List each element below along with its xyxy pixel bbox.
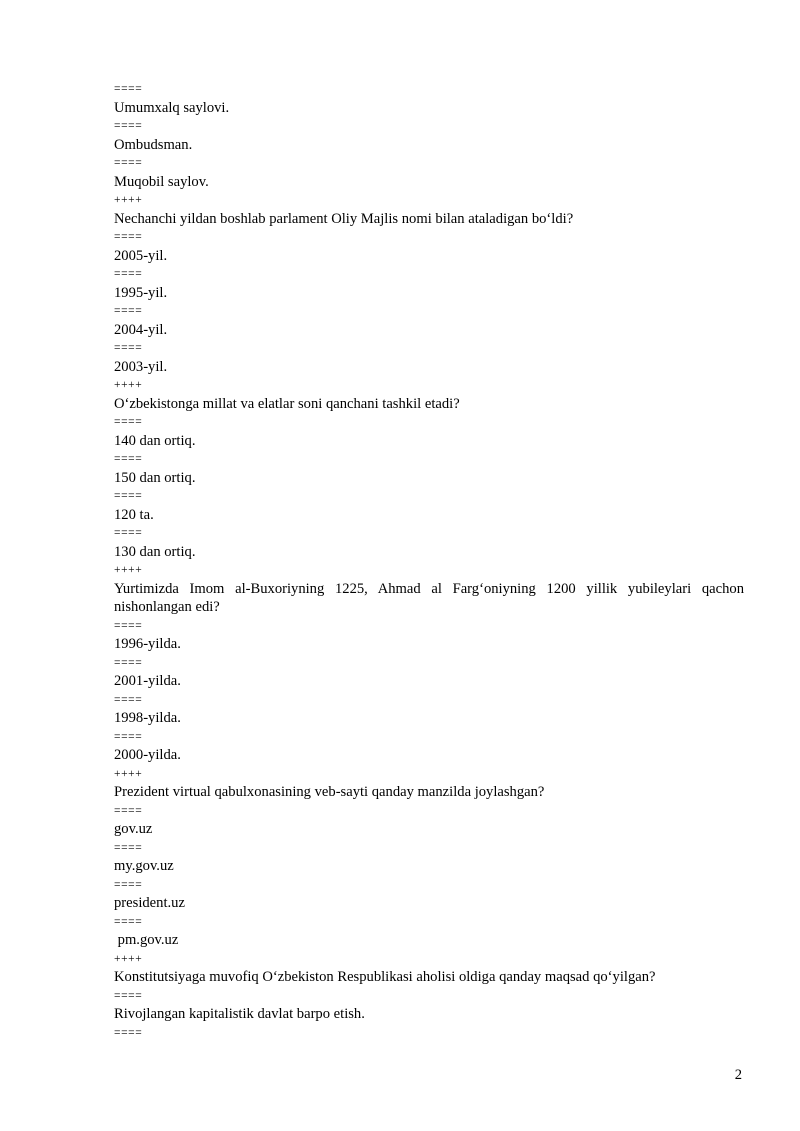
answer-separator: ==== bbox=[114, 83, 143, 95]
answer-separator: ==== bbox=[114, 841, 143, 854]
answer-separator: ==== bbox=[114, 693, 143, 706]
answer-option: 120 ta. bbox=[114, 506, 154, 523]
question-text: Yurtimizda Imom al-Buxoriyning 1225, Ahmad al Farg‘oniyning 1200 yillik yubileylari qachon nishonlangan edi? bbox=[114, 580, 748, 615]
answer-option: 1998-yilda. bbox=[114, 710, 181, 726]
answer-option: 1995-yil. bbox=[114, 284, 168, 301]
question-separator: ++++ bbox=[114, 767, 143, 780]
question-text: Konstitutsiyaga muvofiq O‘zbekiston Respublikasi aholisi oldiga qanday maqsad qo‘yilgan? bbox=[114, 969, 656, 985]
question-text: Nechanchi yildan boshlab parlament Oliy Majlis nomi bilan ataladigan bo‘ldi? bbox=[114, 210, 574, 227]
answer-separator: ==== bbox=[114, 231, 143, 243]
page-number: 2 bbox=[734, 1067, 742, 1083]
answer-option: Muqobil saylov. bbox=[114, 173, 209, 190]
answer-separator: ==== bbox=[114, 915, 143, 928]
answer-separator: ==== bbox=[114, 878, 143, 891]
answer-separator: ==== bbox=[114, 416, 143, 428]
answer-option: Umumxalq saylovi. bbox=[114, 99, 230, 116]
quiz-content bbox=[114, 80, 748, 1042]
answer-separator: ==== bbox=[114, 268, 143, 280]
answer-option: Ombudsman. bbox=[114, 136, 193, 153]
answer-option: 150 dan ortiq. bbox=[114, 469, 196, 486]
answer-option: 2001-yilda. bbox=[114, 673, 181, 689]
answer-option: Rivojlangan kapitalistik davlat barpo etish. bbox=[114, 1006, 365, 1022]
answer-separator: ==== bbox=[114, 120, 143, 132]
answer-separator: ==== bbox=[114, 656, 143, 669]
answer-separator: ==== bbox=[114, 527, 143, 539]
question-separator: ++++ bbox=[114, 952, 143, 965]
answer-separator: ==== bbox=[114, 730, 143, 743]
answer-separator: ==== bbox=[114, 804, 143, 817]
answer-separator: ==== bbox=[114, 305, 143, 317]
answer-option: 140 dan ortiq. bbox=[114, 432, 196, 449]
answer-option: 2004-yil. bbox=[114, 321, 168, 338]
answer-separator: ==== bbox=[114, 342, 143, 354]
answer-separator: ==== bbox=[114, 453, 143, 465]
answer-separator: ==== bbox=[114, 989, 143, 1002]
answer-option: gov.uz bbox=[114, 821, 153, 837]
answer-option: 2000-yilda. bbox=[114, 747, 181, 763]
answer-option: my.gov.uz bbox=[114, 858, 174, 874]
answer-separator: ==== bbox=[114, 1026, 143, 1039]
question-separator: ++++ bbox=[114, 194, 143, 206]
answer-option: 2005-yil. bbox=[114, 247, 168, 264]
answer-option: president.uz bbox=[114, 895, 185, 911]
answer-option: 2003-yil. bbox=[114, 358, 168, 375]
answer-separator: ==== bbox=[114, 619, 143, 632]
question-separator: ++++ bbox=[114, 379, 143, 391]
question-separator: ++++ bbox=[114, 564, 143, 576]
question-text: Prezident virtual qabulxonasining veb-sayti qanday manzilda joylashgan? bbox=[114, 784, 545, 800]
answer-option: pm.gov.uz bbox=[114, 932, 179, 948]
answer-separator: ==== bbox=[114, 157, 143, 169]
question-text: O‘zbekistonga millat va elatlar soni qanchani tashkil etadi? bbox=[114, 395, 460, 412]
answer-separator: ==== bbox=[114, 490, 143, 502]
answer-option: 1996-yilda. bbox=[114, 636, 181, 652]
answer-option: 130 dan ortiq. bbox=[114, 543, 196, 560]
